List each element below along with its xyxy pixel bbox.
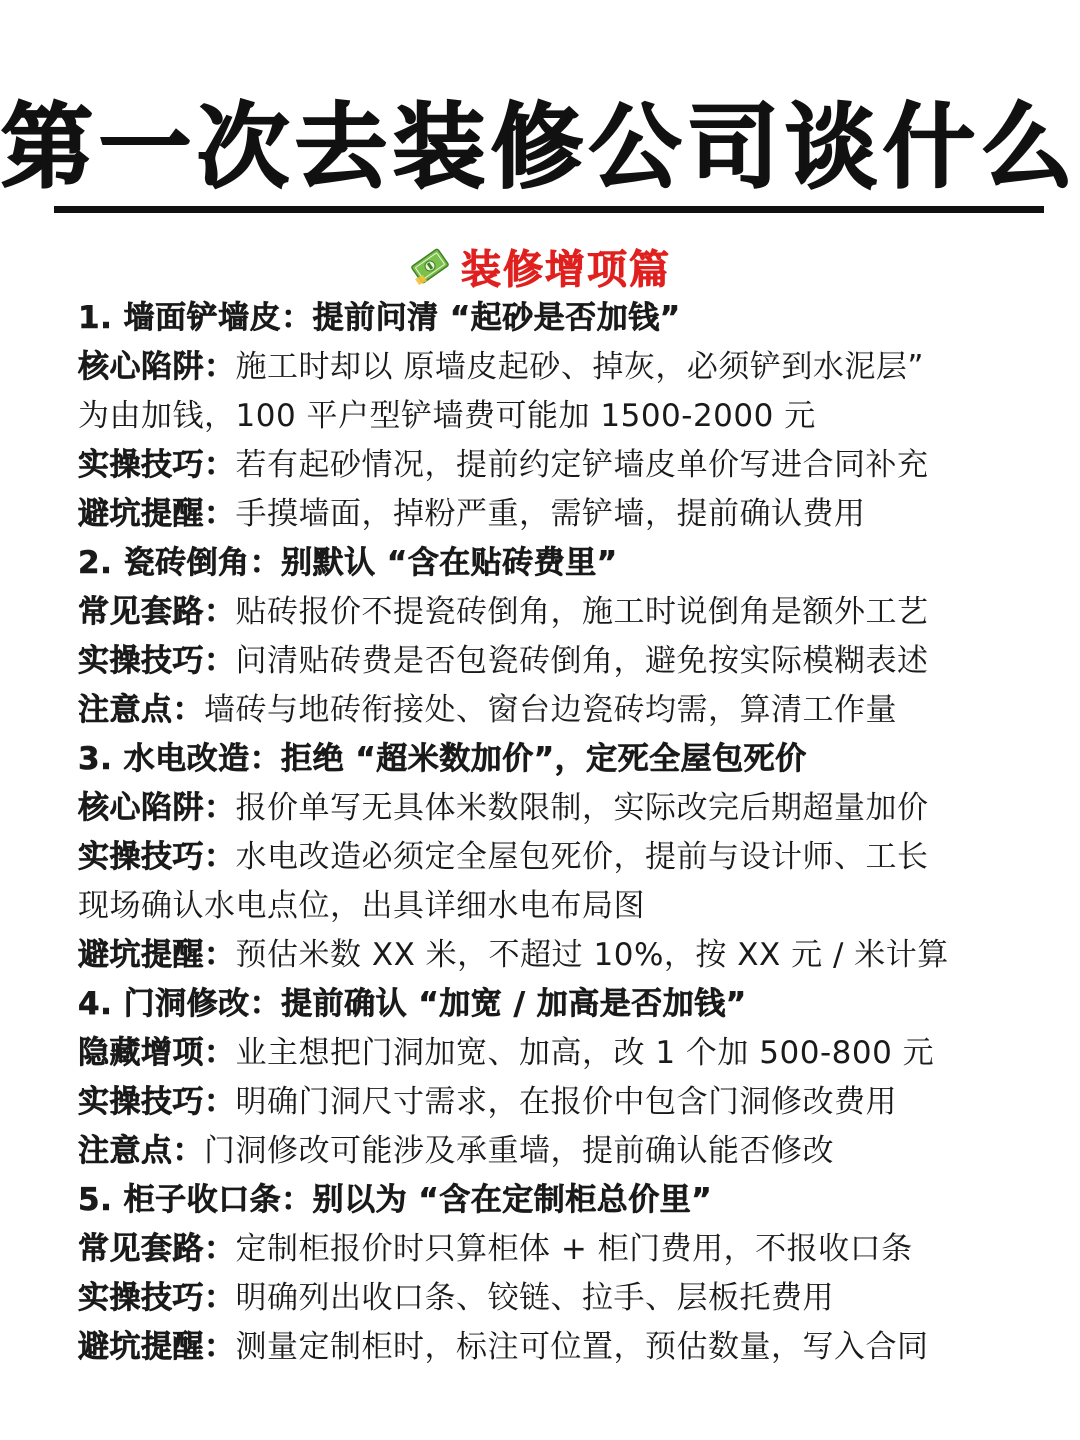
section-heading: 1. 墙面铲墙皮：提前问清 “起砂是否加钱” xyxy=(78,300,681,336)
tip-label: 隐藏增项： xyxy=(78,1035,236,1071)
tip-text: 为由加钱，100 平户型铲墙费可能加 1500-2000 元 xyxy=(78,398,816,434)
tip-label: 避坑提醒： xyxy=(78,496,236,532)
tip-label: 避坑提醒： xyxy=(78,937,236,973)
tip-label: 实操技巧： xyxy=(78,1084,236,1120)
section-heading: 4. 门洞修改：提前确认 “加宽 / 加高是否加钱” xyxy=(78,986,747,1022)
tip-label: 实操技巧： xyxy=(78,839,236,875)
tip-row xyxy=(78,931,1058,980)
tip-label: 核心陷阱： xyxy=(78,790,236,826)
tip-label: 常见套路： xyxy=(78,1231,236,1267)
tip-label: 常见套路： xyxy=(78,594,236,630)
tip-row xyxy=(78,637,1058,686)
tip-text: 问清贴砖费是否包瓷砖倒角，避免按实际模糊表述 xyxy=(235,643,929,679)
tip-text: 定制柜报价时只算柜体 + 柜门费用，不报收口条 xyxy=(235,1231,913,1267)
tip-row xyxy=(78,686,1058,735)
section-subtitle: 装修增项篇 xyxy=(461,246,671,293)
title-divider xyxy=(54,206,1044,213)
tip-text: 业主想把门洞加宽、加高，改 1 个加 500-800 元 xyxy=(235,1035,935,1071)
tip-row xyxy=(78,1127,1058,1176)
tip-text: 明确门洞尺寸需求，在报价中包含门洞修改费用 xyxy=(235,1084,897,1120)
subtitle-row xyxy=(0,236,1080,296)
tip-row xyxy=(78,1274,1058,1323)
tip-row xyxy=(78,784,1058,833)
tip-row xyxy=(78,1323,1058,1372)
tip-text: 手摸墙面，掉粉严重，需铲墙，提前确认费用 xyxy=(235,496,866,532)
tip-label: 实操技巧： xyxy=(78,447,236,483)
tip-label: 注意点： xyxy=(78,692,204,728)
tip-text: 预估米数 XX 米，不超过 10%，按 XX 元 / 米计算 xyxy=(235,937,949,973)
tip-row xyxy=(78,882,1058,931)
tip-row xyxy=(78,1029,1058,1078)
tip-label: 注意点： xyxy=(78,1133,204,1169)
tip-row xyxy=(78,441,1058,490)
tip-label: 避坑提醒： xyxy=(78,1329,236,1365)
tip-text: 门洞修改可能涉及承重墙，提前确认能否修改 xyxy=(204,1133,834,1169)
tip-row xyxy=(78,1225,1058,1274)
page-title: 第一次去装修公司谈什么 xyxy=(0,94,1079,201)
tip-label: 实操技巧： xyxy=(78,643,236,679)
tip-row xyxy=(78,588,1058,637)
section-heading: 2. 瓷砖倒角：别默认 “含在贴砖费里” xyxy=(78,545,618,581)
tip-text: 贴砖报价不提瓷砖倒角，施工时说倒角是额外工艺 xyxy=(235,594,929,630)
tip-text: 施工时却以 原墙皮起砂、掉灰，必须铲到水泥层” xyxy=(235,349,924,385)
tip-text: 明确列出收口条、铰链、拉手、层板托费用 xyxy=(235,1280,834,1316)
money-bill-icon xyxy=(409,245,451,287)
section-heading: 3. 水电改造：拒绝 “超米数加价”，定死全屋包死价 xyxy=(78,741,807,777)
tip-text: 若有起砂情况，提前约定铲墙皮单价写进合同补充 xyxy=(235,447,929,483)
tip-label: 实操技巧： xyxy=(78,1280,236,1316)
tip-row xyxy=(78,343,1058,392)
tip-row xyxy=(78,392,1058,441)
section-heading: 5. 柜子收口条：别以为 “含在定制柜总价里” xyxy=(78,1182,713,1218)
tip-text: 测量定制柜时，标注可位置，预估数量，写入合同 xyxy=(235,1329,929,1365)
tip-text: 报价单写无具体米数限制，实际改完后期超量加价 xyxy=(235,790,929,826)
tip-text: 现场确认水电点位，出具详细水电布局图 xyxy=(78,888,645,924)
tip-text: 墙砖与地砖衔接处、窗台边瓷砖均需，算清工作量 xyxy=(204,692,897,728)
tip-label: 核心陷阱： xyxy=(78,349,236,385)
tips-content xyxy=(78,294,1058,1372)
tip-row xyxy=(78,833,1058,882)
tip-row xyxy=(78,1078,1058,1127)
tip-row xyxy=(78,490,1058,539)
tip-text: 水电改造必须定全屋包死价，提前与设计师、工长 xyxy=(235,839,929,875)
